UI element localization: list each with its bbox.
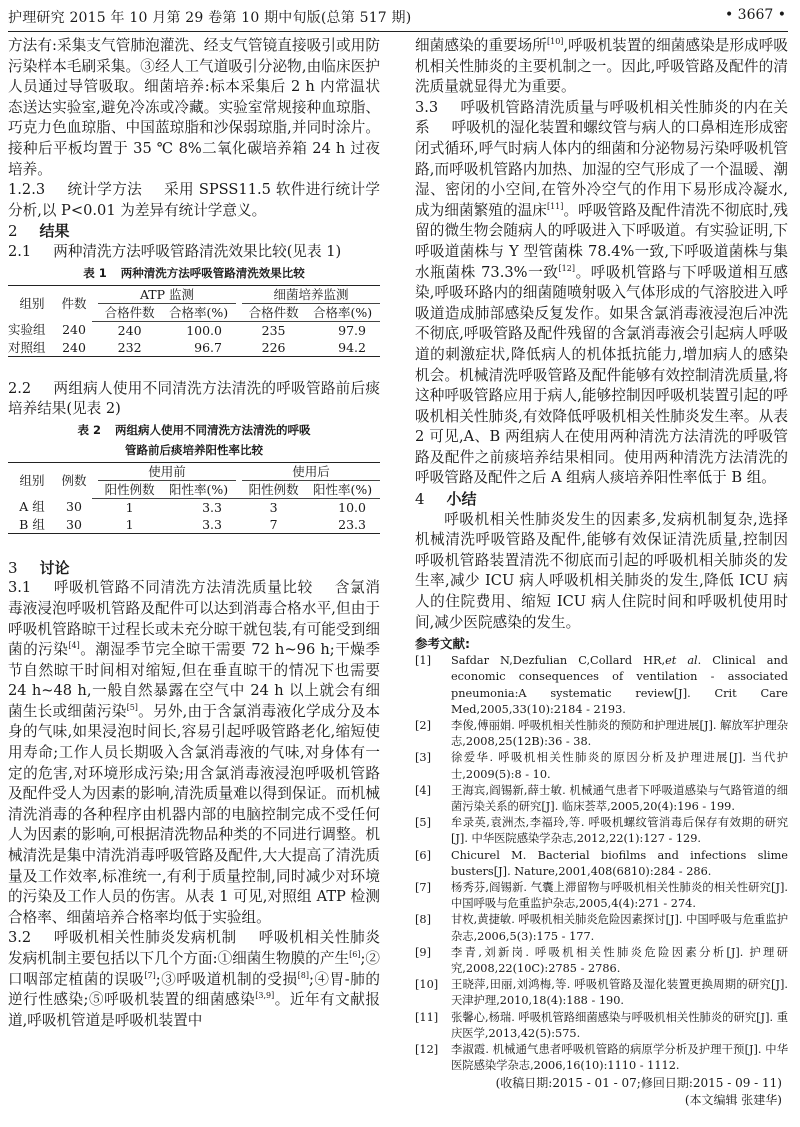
table-row (8, 498, 380, 516)
citation: [6] (349, 950, 361, 959)
col-group-atp: ATP 监测 (98, 285, 236, 303)
section-text: ;④胃-肺的逆行性感染;⑤呼吸机装置的细菌感染 (8, 970, 380, 1009)
table-row (8, 321, 380, 339)
section-text: 。近年有文献报道,呼吸机管道是呼吸机装置中 (8, 991, 380, 1029)
cell-bac-rate: 97.9 (338, 322, 366, 338)
reference-number: [4] (415, 783, 432, 797)
reference-item (415, 653, 788, 718)
editor-note: (本文编辑 张建华) (684, 1092, 782, 1107)
cell-atp-pass: 232 (117, 339, 142, 355)
cell-count: 240 (62, 322, 86, 338)
section-title: 统计学方法 (67, 181, 143, 199)
section-number: 1.2.3 (8, 181, 46, 199)
cell-count: 240 (62, 339, 86, 355)
cell-count: 30 (66, 499, 82, 515)
reference-item (415, 718, 788, 750)
reference-number: [11] (415, 1010, 439, 1024)
continued-paragraph (415, 36, 788, 98)
reference-text (451, 783, 788, 815)
section-3-1 (8, 578, 380, 928)
cell-group: 对照组 (8, 339, 46, 355)
table-row (8, 516, 380, 534)
reference-item (415, 945, 788, 977)
reference-text-main: 李淑霞. 机械通气患者呼吸机管路的病原学分析及护理干预[J]. 中华医院感染学杂志,2006,16(10):1110 - 1112. (451, 1043, 788, 1073)
cell-group: B 组 (19, 516, 45, 532)
reference-text-main: Safdar N,Dezfulian C,Collard HR, (451, 654, 666, 668)
col-header-after-rate: 阳性率(%) (305, 480, 380, 498)
cell-before-pos: 1 (125, 499, 134, 515)
reference-text (451, 1010, 788, 1042)
citation: [4] (68, 641, 80, 651)
cell-atp-rate: 100.0 (186, 322, 222, 338)
col-header-atp-rate: 合格率(%) (161, 303, 236, 321)
section-text: 呼吸机的湿化装置和螺纹管与病人的口鼻相连形成密闭式循环,呼气时病人体内的细菌和分泌物易污染呼吸机管路,而呼吸机管路内加热、加湿的空气形成了一个温暖、潮湿、密闭的小空间,在管外冷空气的作用下易形成冷凝水,成为细菌繁殖的温床 (415, 119, 788, 219)
reference-number: [1] (415, 654, 432, 668)
reference-text-main: 张馨心,杨瑞. 呼吸机管路细菌感染与呼吸机相关性肺炎的研究[J]. 重庆医学,2013,42(5):575. (451, 1010, 788, 1040)
reference-item (415, 783, 788, 815)
section-2-heading (8, 221, 380, 242)
paragraph-text: ,呼吸机装置的细菌感染是形成呼吸机相关性肺炎的主要机制之一。因此,呼吸管路及配件的清洗质量就显得尤为重要。 (415, 37, 788, 96)
reference-text (451, 750, 788, 782)
section-title: 讨论 (39, 558, 70, 577)
col-group-bacteria: 细菌培养监测 (242, 285, 380, 303)
methods-paragraph: 方法有:采集支气管肺泡灌洗、经支气管镜直接吸引或用防污染样本毛刷采集。③经人工气道吸引分泌物,由临床医护人员通过导管吸取。细菌培养:标本采集后 2 h 内常温状态送达实验室,避免冷冻或冷藏。实验室常规接种血琼脂、巧克力色血琼脂、中国蓝琼脂和沙保弱琼脂,并同时涂片。接种后平板均置于 35 ℃ 8%二氧化碳培养箱 24 h 过夜培养。 (8, 37, 380, 178)
cell-before-pos: 1 (125, 516, 134, 532)
col-header-before-pos: 阳性例数 (98, 480, 161, 498)
section-text: ;②口咽部定植菌的误吸 (8, 950, 381, 988)
reference-text-main: 王晓萍,田丽,刘鸿梅,等. 呼吸机管路及湿化装置更换周期的研究[J]. 天津护理,2010,18(4):188 - 190. (451, 978, 788, 1008)
references-heading: 参考文献: (415, 636, 470, 652)
section-text: 。呼吸管路及配件清洗不彻底时,残留的微生物会随病人的呼吸进入下呼吸道。有实验证明,下呼吸道菌株与 Y 型管菌株 78.4%一致,下呼吸道菌株与集水瓶菌株 73.3%一致 (415, 201, 788, 281)
reference-text-main: Chicurel M. Bacterial biofilms and infections slime busters[J]. Nature,2001,408(6810):284 - 286. (451, 848, 788, 878)
reference-number: [8] (415, 913, 432, 927)
citation: [3,9] (255, 991, 275, 1001)
cell-group: 实验组 (8, 322, 46, 338)
section-number: 2 (8, 222, 18, 241)
paragraph-text: 细菌感染的重要场所 (415, 37, 547, 54)
cell-before-rate: 3.3 (202, 516, 222, 532)
col-header-before-rate: 阳性率(%) (161, 480, 236, 498)
cell-bac-pass: 226 (261, 339, 286, 355)
cell-after-pos: 3 (269, 499, 278, 515)
section-number: 3.3 (415, 98, 439, 116)
section-text: 含氯消毒液浸泡呼吸机管路及配件可以达到消毒合格水平,但由于呼吸机管路晾干过程长或未充分晾干就包装,有可能受到细菌的污染 (8, 579, 380, 659)
section-text: 两组病人使用不同清洗方法清洗的呼吸管路前后痰培养结果(见表 2) (8, 379, 380, 418)
reference-text-main: 牟录英,袁洲杰,李福玲,等. 呼吸机螺纹管消毒后保存有效期的研究[J]. 中华医院感染学杂志,2012,22(1):127 - 129. (451, 816, 788, 846)
reference-item (415, 880, 788, 912)
section-text: 采用 SPSS11.5 软件进行统计学分析,以 P<0.01 为差异有统计学意义。 (8, 181, 380, 219)
reference-text (451, 912, 788, 944)
section-number: 2.1 (8, 242, 32, 260)
col-header-count: 件数 (61, 295, 87, 311)
col-header-atp-pass: 合格件数 (98, 303, 161, 321)
table-row (8, 339, 380, 357)
cell-after-rate: 23.3 (338, 516, 366, 532)
reference-text (451, 880, 788, 912)
reference-text-main: 李青,刘新岗. 呼吸机相关性肺炎危险因素分析[J]. 护理研究,2008,22(10C):2785 - 2786. (451, 945, 788, 976)
reference-item (415, 977, 788, 1009)
col-header-group: 组别 (19, 472, 45, 488)
reference-item (415, 912, 788, 944)
section-number: 3.2 (8, 929, 32, 947)
received-dates: (收稿日期:2015 - 01 - 07;修回日期:2015 - 09 - 11) (495, 1075, 782, 1090)
citation: [12] (558, 263, 575, 273)
reference-number: [10] (415, 978, 439, 992)
reference-item (415, 848, 788, 880)
reference-list (415, 653, 788, 1074)
reference-item (415, 750, 788, 782)
table-title-line-1: 两组病人使用不同清洗方法清洗的呼吸 (115, 422, 311, 437)
cell-bac-rate: 94.2 (338, 339, 366, 355)
reference-text (451, 848, 788, 880)
section-text: 。另外,由于含氯消毒液化学成分及本身的气味,如果浸泡时间长,容易引起呼吸管路老化,缩短使用寿命;工作人员长期吸入含氯消毒液的气味,对身体有一定的危害,对环境形成污染;用含氯消毒液浸泡呼吸机管路及配件受人为因素的影响,清洗质量难以得到保证。而机械清洗消毒的各种程序由机器内部的电脑控制完成不受任何人为因素的影响,可根据清洗物品种类的不同进行调整。机械清洗是集中清洗消毒呼吸管路及配件,大大提高了清洗质量及工作效率,标准统一,有利于质量控制,同时减少对环境的污染及工作人员的伤害。从表 1 可见,对照组 ATP 检测合格率、细菌培养合格率均低于实验组。 (8, 702, 380, 926)
cell-after-rate: 10.0 (338, 499, 366, 515)
col-header-after-pos: 阳性例数 (242, 480, 305, 498)
col-group-after: 使用后 (242, 462, 380, 480)
cell-count: 30 (66, 516, 82, 532)
reference-item (415, 1042, 788, 1074)
citation: [11] (546, 201, 564, 211)
section-3-2 (8, 928, 380, 1031)
section-number: 3 (8, 558, 18, 577)
reference-text (451, 653, 788, 718)
section-4-heading (415, 489, 788, 510)
col-header-bac-pass: 合格件数 (242, 303, 305, 321)
reference-text-main: 李俊,傅丽娟. 呼吸机相关性肺炎的预防和护理进展[J]. 解放军护理杂志,2008,25(12B):36 - 38. (451, 719, 788, 749)
reference-number: [5] (415, 816, 432, 830)
table-title-line-2: 管路前后痰培养阳性率比较 (125, 442, 263, 457)
citation: [5] (126, 702, 138, 712)
section-2-1 (8, 242, 380, 263)
left-column (8, 36, 380, 1031)
reference-number: [7] (415, 881, 432, 895)
reference-text-main: 徐爱华. 呼吸机相关性肺炎的原因分析及护理进展[J]. 当代护士,2009(5):8 - 10. (451, 751, 788, 781)
reference-text (451, 977, 788, 1009)
section-text: 两种清洗方法呼吸管路清洗效果比较(见表 1) (53, 242, 342, 260)
cell-after-pos: 7 (269, 516, 278, 532)
reference-number: [3] (415, 751, 432, 765)
cell-bac-pass: 235 (261, 322, 286, 338)
right-column (415, 36, 788, 1109)
section-2-2 (8, 379, 380, 420)
section-number: 3.1 (8, 579, 32, 597)
reference-text (451, 815, 788, 847)
page-number: • 3667 • (724, 7, 786, 23)
cell-group: A 组 (19, 499, 45, 515)
cell-before-rate: 3.3 (202, 499, 222, 515)
table-2-caption (8, 420, 380, 460)
reference-item (415, 815, 788, 847)
section-text: 。潮湿季节完全晾干需要 72 h~96 h;干燥季节自然晾干时间相对缩短,但在垂直晾干的情况下也需要 24 h~48 h,一般自然暴露在空气中 24 h 以上就会有细菌生长或细菌污染 (8, 641, 380, 720)
reference-text (451, 1042, 788, 1074)
section-1-2-3 (8, 180, 380, 221)
section-3-heading (8, 558, 380, 579)
section-title: 结果 (39, 222, 70, 241)
reference-text-main: 甘枚,黄捷敏. 呼吸机相关肺炎危险因素探讨[J]. 中国呼吸与危重监护杂志,2006,5(3):175 - 177. (451, 913, 788, 943)
reference-text (451, 945, 788, 977)
table-title: 两种清洗方法呼吸管路清洗效果比较 (120, 265, 305, 280)
section-number: 2.2 (8, 379, 32, 397)
section-title: 呼吸机相关性肺炎发病机制 (53, 929, 237, 947)
table-1-caption (8, 263, 380, 283)
reference-number: [2] (415, 719, 432, 733)
reference-text-main: 杨秀芬,阎锡新. 气囊上滞留物与呼吸机相关性肺炎的相关性研究[J]. 中国呼吸与危重监护杂志,2005,4(4):271 - 274. (451, 881, 788, 911)
table-number: 表 1 (83, 265, 107, 280)
table-2 (8, 462, 380, 534)
reference-text (451, 718, 788, 750)
section-title: 呼吸机管路清洗质量与呼吸机相关性肺炎的内在关系 (415, 98, 788, 137)
table-number: 表 2 (77, 422, 101, 437)
reference-text-rest: . Clinical and economic consequences of ventilation - associated pneumonia:A systematic review[J]. Crit Care Med,2005,33(10):2184 - 2193. (451, 654, 788, 716)
reference-number: [6] (415, 848, 432, 862)
section-text: 。呼吸机管路与下呼吸道相互感染,呼吸环路内的细菌随喷射吸入气体形成的气溶胶进入呼吸道造成肺部感染反复发作。如果含氯消毒液浸泡后冲洗不彻底,呼吸管路及配件残留的含氯消毒液会引起病人呼吸道的刺激症状,降低病人的机体抵抗能力,增加病人的感染机会。机械清洗呼吸管路及配件能够有效控制清洗质量,将这种呼吸管路应用于病人,能够控制因呼吸机装置引起的呼吸机相关性肺炎,有效降低呼吸机相关性肺炎发生率。从表 2 可见,A、B 两组病人在使用两种清洗方法清洗的呼吸管路及配件之前痰培养结果相同。使用两种清洗方法清洗的呼吸管路及配件之后 A 组病人痰培养阳性率低于 B 组。 (415, 263, 788, 487)
section-text: ;③呼吸道机制的受损 (155, 970, 298, 988)
col-header-count: 例数 (61, 472, 87, 488)
header-rule (8, 31, 788, 32)
col-group-before: 使用前 (98, 462, 236, 480)
conclusion-paragraph: 呼吸机相关性肺炎发生的因素多,发病机制复杂,选择机械清洗呼吸管路及配件,能够有效保证清洗质量,控制因呼吸机管路装置清洗不彻底而引起的呼吸机相关肺炎的发生率,减少 ICU 病人呼吸机相关肺炎的发生,降低 ICU 病人的住院费用、缩短 ICU 病人住院时间和呼吸机使用时间,减少医院感染的发生。 (415, 510, 788, 631)
citation: [7] (144, 970, 156, 980)
reference-etal: et al (665, 654, 698, 668)
section-number: 4 (415, 490, 425, 509)
cell-atp-pass: 240 (117, 322, 142, 338)
reference-number: [12] (415, 1043, 439, 1057)
citation: [10] (546, 37, 564, 46)
section-title: 呼吸机管路不同清洗方法清洗质量比较 (53, 579, 313, 597)
col-header-group: 组别 (19, 295, 45, 311)
journal-info: 护理研究 2015 年 10 月第 29 卷第 10 期中旬版(总第 517 期) (8, 10, 412, 26)
table-1 (8, 285, 380, 357)
col-header-bac-rate: 合格率(%) (305, 303, 380, 321)
section-text: 呼吸机相关性肺炎发病机制主要包括以下几个方面:①细菌生物膜的产生 (8, 929, 380, 967)
reference-number: [9] (415, 945, 432, 959)
section-title: 小结 (446, 490, 477, 509)
cell-atp-rate: 96.7 (194, 339, 222, 355)
reference-item (415, 1010, 788, 1042)
citation: [8] (297, 970, 309, 980)
reference-text-main: 王海宾,阎锡新,薛士敏. 机械通气患者下呼吸道感染与气路管道的细菌污染关系的研究[J]. 临床荟萃,2005,20(4):196 - 199. (451, 783, 788, 814)
section-3-3 (415, 98, 788, 489)
